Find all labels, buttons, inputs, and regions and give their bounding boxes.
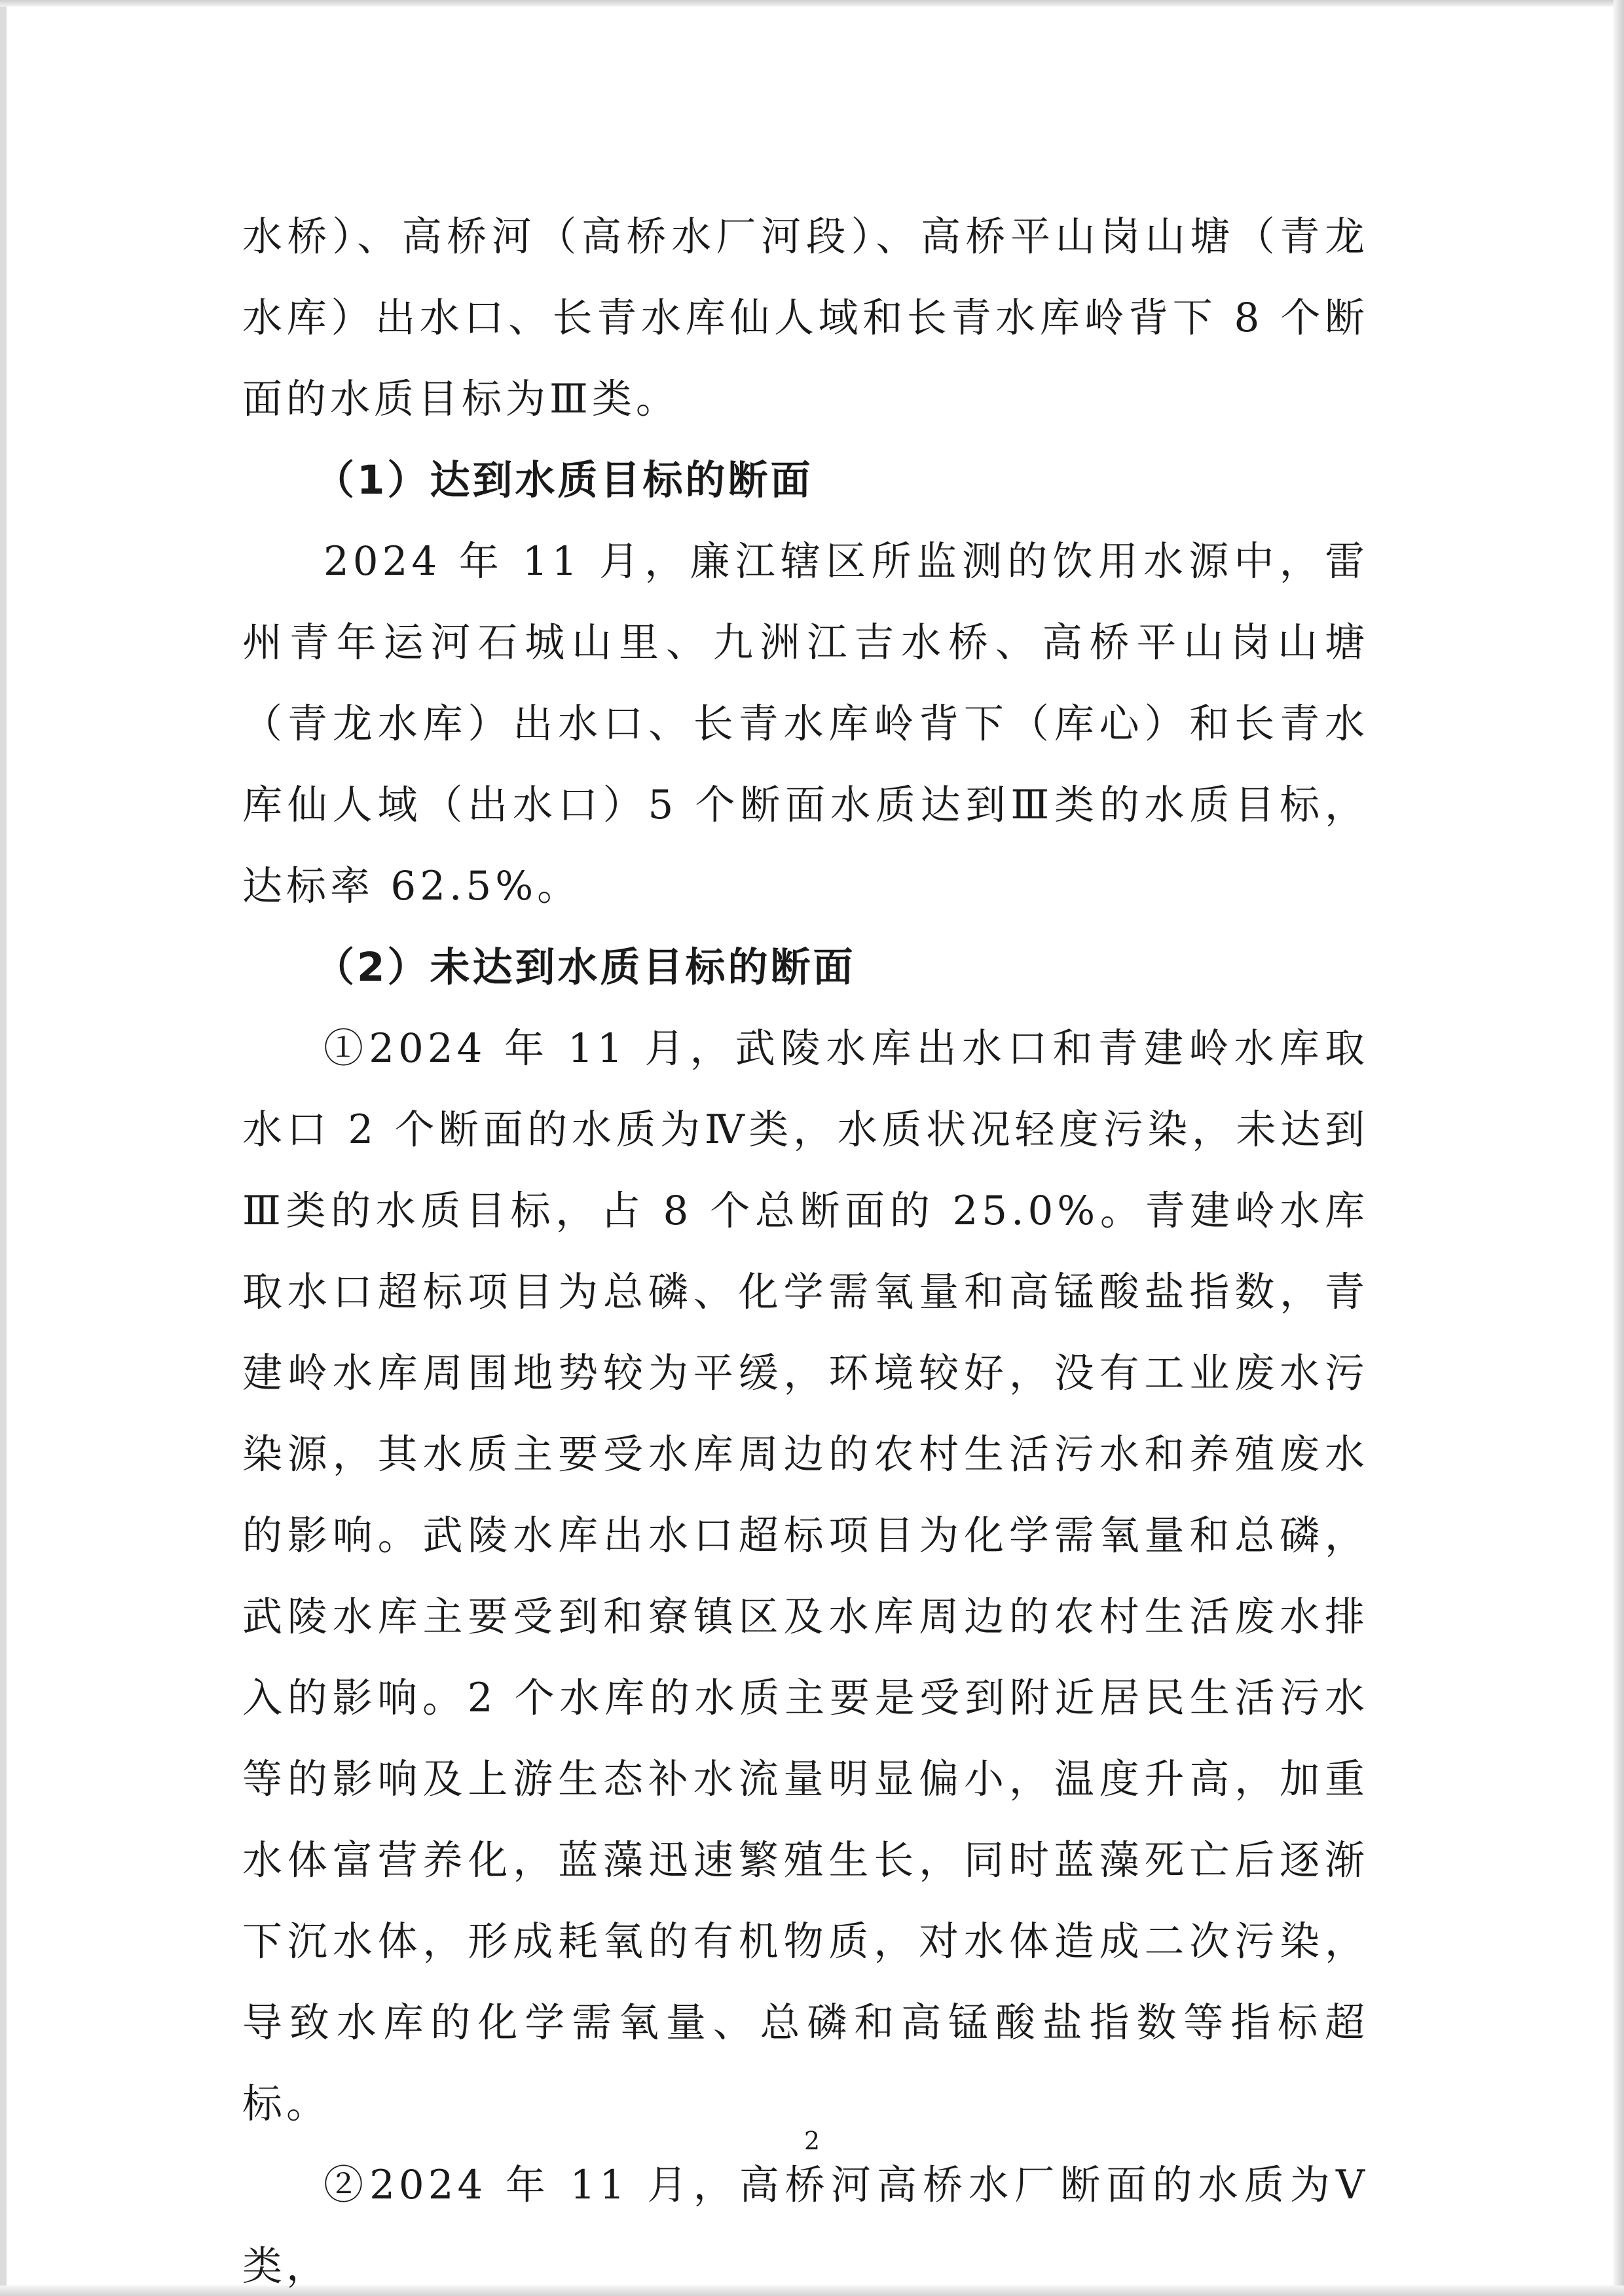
scan-edge-top: [0, 0, 1624, 7]
section-heading-not-met: （2）未达到水质目标的断面: [314, 944, 856, 991]
not-met-paragraph-1: ①2024 年 11 月，武陵水库出水口和青建岭水库取水口 2 个断面的水质为Ⅳ类，水质状况轻度污染，未达到Ⅲ类的水质目标，占 8 个总断面的 25.0%。青建岭水库取水口超标项目为总磷、化学需氧量和高锰酸盐指数，青建岭水库周围地势较为平缓，环境较好，没有工业废水污染源，其水质主要受水库周边的农村生活污水和养殖废水的影响。武陵水库出水口超标项目为化学需氧量和总磷，武陵水库主要受到和寮镇区及水库周边的农村生活废水排入的影响。2 个水库的水质主要是受到附近居民生活污水等的影响及上游生态补水流量明显偏小，温度升高，加重水体富营养化，蓝藻迅速繁殖生长，同时蓝藻死亡后逐渐下沉水体，形成耗氧的有机物质，对水体造成二次污染，导致水库的化学需氧量、总磷和高锰酸盐指数等指标超标。: [242, 1025, 1369, 2127]
document-body: [242, 196, 1369, 2296]
intro-paragraph: 水桥）、高桥河（高桥水厂河段）、高桥平山岗山塘（青龙水库）出水口、长青水库仙人域和长青水库岭背下 8 个断面的水质目标为Ⅲ类。: [242, 213, 1369, 422]
section-heading-met: （1）达到水质目标的断面: [314, 457, 813, 503]
not-met-paragraph-2: ②2024 年 11 月，高桥河高桥水厂断面的水质为Ⅴ类，: [242, 2162, 1369, 2289]
page-number: 2: [803, 2126, 821, 2155]
met-paragraph: 2024 年 11 月，廉江辖区所监测的饮用水源中，雷州青年运河石城山里、九洲江吉水桥、高桥平山岗山塘（青龙水库）出水口、长青水库岭背下（库心）和长青水库仙人域（出水口）5 个断面水质达到Ⅲ类的水质目标，达标率 62.5%。: [242, 538, 1369, 909]
scan-edge-right: [1614, 0, 1624, 2296]
